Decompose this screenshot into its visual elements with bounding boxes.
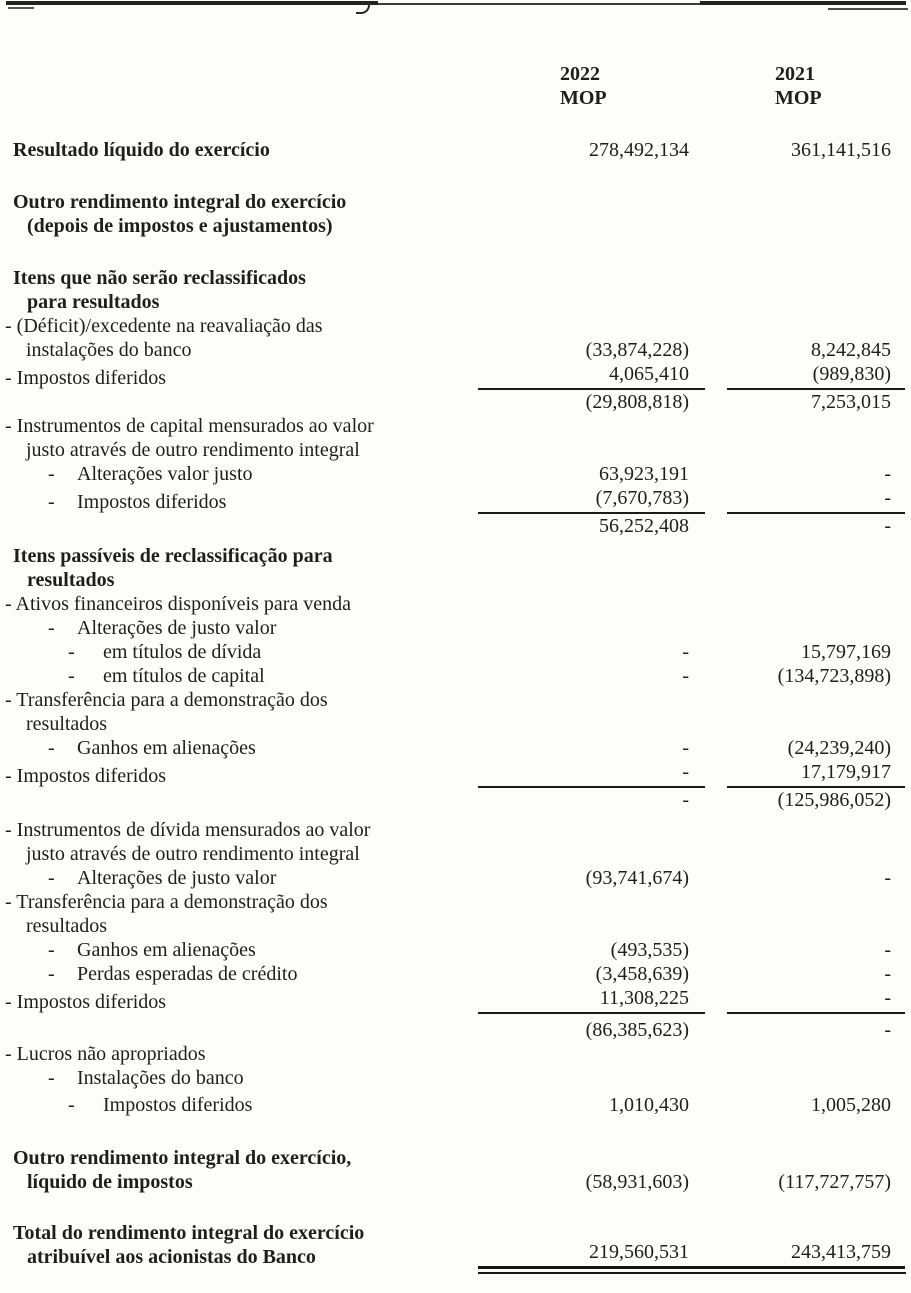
table-row	[0, 1066, 911, 1090]
table-row	[0, 592, 911, 616]
list-dash: -	[48, 617, 55, 639]
row-label	[0, 314, 478, 362]
table-row	[0, 362, 911, 390]
list-dash: -	[48, 867, 55, 889]
label-text: Itens que não serão reclassificados	[13, 267, 306, 289]
row-label	[0, 1093, 478, 1117]
value-2022: 1,010,430	[609, 1094, 689, 1116]
value-2022: -	[478, 760, 705, 788]
value-2022: (29,808,818)	[585, 391, 689, 413]
value-2021: (125,986,052)	[777, 789, 891, 811]
row-label	[0, 592, 478, 616]
value-2022: 11,308,225	[478, 986, 705, 1014]
value-2022: 219,560,531	[478, 1240, 705, 1269]
table-row	[0, 1018, 911, 1042]
row-label	[0, 190, 478, 238]
label-text: atribuível aos acionistas do Banco	[27, 1246, 316, 1268]
value-2022: (7,670,783)	[478, 486, 705, 514]
table-row	[0, 190, 911, 238]
row-label	[0, 616, 478, 640]
label-text: em títulos de dívida	[103, 641, 262, 663]
table-row	[0, 986, 911, 1014]
table-row	[0, 640, 911, 664]
row-label	[0, 414, 478, 462]
label-text: - Impostos diferidos	[5, 765, 167, 787]
table-row	[0, 688, 911, 736]
row-label	[0, 138, 478, 162]
row-label	[0, 1221, 478, 1269]
value-2021: -	[884, 867, 891, 889]
row-label	[0, 990, 478, 1014]
value-2022: 278,492,134	[589, 139, 689, 161]
label-text: resultados	[26, 713, 108, 735]
label-text: - (Déficit)/excedente na reavaliação das	[5, 315, 323, 337]
label-text: Alterações valor justo	[77, 463, 253, 485]
label-text: líquido de impostos	[27, 1171, 193, 1193]
label-text: Outro rendimento integral do exercício,	[13, 1147, 352, 1169]
table-row	[0, 788, 911, 812]
table-row	[0, 1146, 911, 1194]
column-year: 2022	[560, 63, 600, 85]
value-2021: (989,830)	[727, 362, 905, 390]
value-2021: -	[884, 1019, 891, 1041]
row-label	[0, 866, 478, 890]
row-label	[0, 962, 478, 986]
table-row	[0, 818, 911, 866]
value-2022: (58,931,603)	[585, 1171, 689, 1193]
column-year: 2021	[775, 63, 815, 85]
row-label	[0, 1066, 478, 1090]
label-text: - Instrumentos de capital mensurados ao valor	[5, 415, 374, 437]
table-row	[0, 1221, 911, 1269]
label-text: - Instrumentos de dívida mensurados ao valor	[5, 819, 371, 841]
label-text: instalações do banco	[26, 339, 192, 361]
table-row	[0, 486, 911, 514]
label-text: justo através de outro rendimento integral	[26, 843, 360, 865]
value-2021: 361,141,516	[791, 139, 891, 161]
value-2021: 1,005,280	[811, 1094, 891, 1116]
value-2022: 63,923,191	[599, 463, 689, 485]
table-row	[0, 544, 911, 592]
row-label	[0, 1146, 478, 1194]
label-text: Resultado líquido do exercício	[13, 139, 270, 161]
value-2021: (117,727,757)	[778, 1171, 891, 1193]
label-text: Alterações de justo valor	[77, 617, 277, 639]
table-row	[0, 616, 911, 640]
label-text: Total do rendimento integral do exercício	[13, 1222, 365, 1244]
row-label	[0, 890, 478, 938]
list-dash: -	[48, 1067, 55, 1089]
label-text: Ganhos em alienações	[77, 737, 256, 759]
row-label	[0, 544, 478, 592]
column-header-2022	[478, 62, 705, 110]
column-headers-row	[0, 62, 911, 110]
table-row	[0, 962, 911, 986]
value-2021: (24,239,240)	[787, 737, 891, 759]
row-label	[0, 764, 478, 788]
label-text: - Ativos financeiros disponíveis para venda	[5, 593, 352, 615]
label-text: - Transferência para a demonstração dos	[5, 891, 328, 913]
value-2021: -	[884, 939, 891, 961]
row-label	[0, 938, 478, 962]
row-label	[0, 490, 478, 514]
label-text: - Lucros não apropriados	[5, 1043, 206, 1065]
table-row	[0, 890, 911, 938]
value-2022: -	[682, 641, 689, 663]
list-dash: -	[68, 641, 75, 663]
label-text: justo através de outro rendimento integral	[26, 439, 360, 461]
label-text: - Impostos diferidos	[5, 367, 167, 389]
list-dash: -	[48, 463, 55, 485]
list-dash: -	[48, 737, 55, 759]
value-2022: (3,458,639)	[595, 963, 689, 985]
value-2021: 243,413,759	[705, 1240, 905, 1269]
label-text: Instalações do banco	[77, 1067, 244, 1089]
list-dash: -	[48, 491, 55, 513]
value-2021: 7,253,015	[811, 391, 891, 413]
table-row	[0, 736, 911, 760]
label-text: Outro rendimento integral do exercício	[13, 191, 347, 213]
label-text: Alterações de justo valor	[77, 867, 277, 889]
column-header-2021	[727, 62, 905, 110]
value-2021: (134,723,898)	[777, 665, 891, 687]
value-2021: -	[727, 486, 905, 514]
table-row	[0, 266, 911, 314]
row-label	[0, 818, 478, 866]
value-2022: 4,065,410	[478, 362, 705, 390]
table-row	[0, 314, 911, 362]
label-text: Perdas esperadas de crédito	[77, 963, 298, 985]
list-dash: -	[68, 1094, 75, 1116]
label-text: Impostos diferidos	[77, 491, 227, 513]
value-2022: (93,741,674)	[585, 867, 689, 889]
table-row	[0, 414, 911, 462]
table-row	[0, 866, 911, 890]
label-text: (depois de impostos e ajustamentos)	[27, 215, 333, 237]
label-text: resultados	[27, 569, 115, 591]
value-2022: (86,385,623)	[585, 1019, 689, 1041]
label-text: - Impostos diferidos	[5, 991, 167, 1013]
table-row	[0, 390, 911, 414]
list-dash: -	[68, 665, 75, 687]
table-row	[0, 1042, 911, 1066]
label-text: para resultados	[27, 291, 160, 313]
row-label	[0, 736, 478, 760]
column-currency: MOP	[775, 87, 822, 109]
value-2022: (493,535)	[610, 939, 689, 961]
label-text: Itens passíveis de reclassificação para	[13, 545, 333, 567]
table-row	[0, 938, 911, 962]
label-text: - Transferência para a demonstração dos	[5, 689, 328, 711]
row-label	[0, 462, 478, 486]
value-2022: -	[682, 737, 689, 759]
row-label	[0, 664, 478, 688]
label-text: resultados	[26, 915, 108, 937]
row-label	[0, 688, 478, 736]
row-label	[0, 266, 478, 314]
value-2022: -	[682, 789, 689, 811]
label-text: Ganhos em alienações	[77, 939, 256, 961]
value-2022: -	[682, 665, 689, 687]
value-2021: -	[884, 463, 891, 485]
value-2021: -	[884, 515, 891, 537]
table-row	[0, 760, 911, 788]
row-label	[0, 366, 478, 390]
row-label	[0, 640, 478, 664]
value-2022: (33,874,228)	[585, 339, 689, 361]
table-row	[0, 1093, 911, 1117]
value-2021: -	[884, 963, 891, 985]
list-dash: -	[48, 939, 55, 961]
table-row	[0, 664, 911, 688]
row-label	[0, 1042, 478, 1066]
label-text: Impostos diferidos	[103, 1094, 253, 1116]
table-row	[0, 462, 911, 486]
column-currency: MOP	[560, 87, 607, 109]
list-dash: -	[48, 963, 55, 985]
label-text: em títulos de capital	[103, 665, 265, 687]
table-row	[0, 138, 911, 162]
value-2021: 17,179,917	[727, 760, 905, 788]
value-2021: -	[727, 986, 905, 1014]
value-2021: 8,242,845	[811, 339, 891, 361]
table-row	[0, 514, 911, 538]
value-2021: 15,797,169	[801, 641, 891, 663]
value-2022: 56,252,408	[599, 515, 689, 537]
